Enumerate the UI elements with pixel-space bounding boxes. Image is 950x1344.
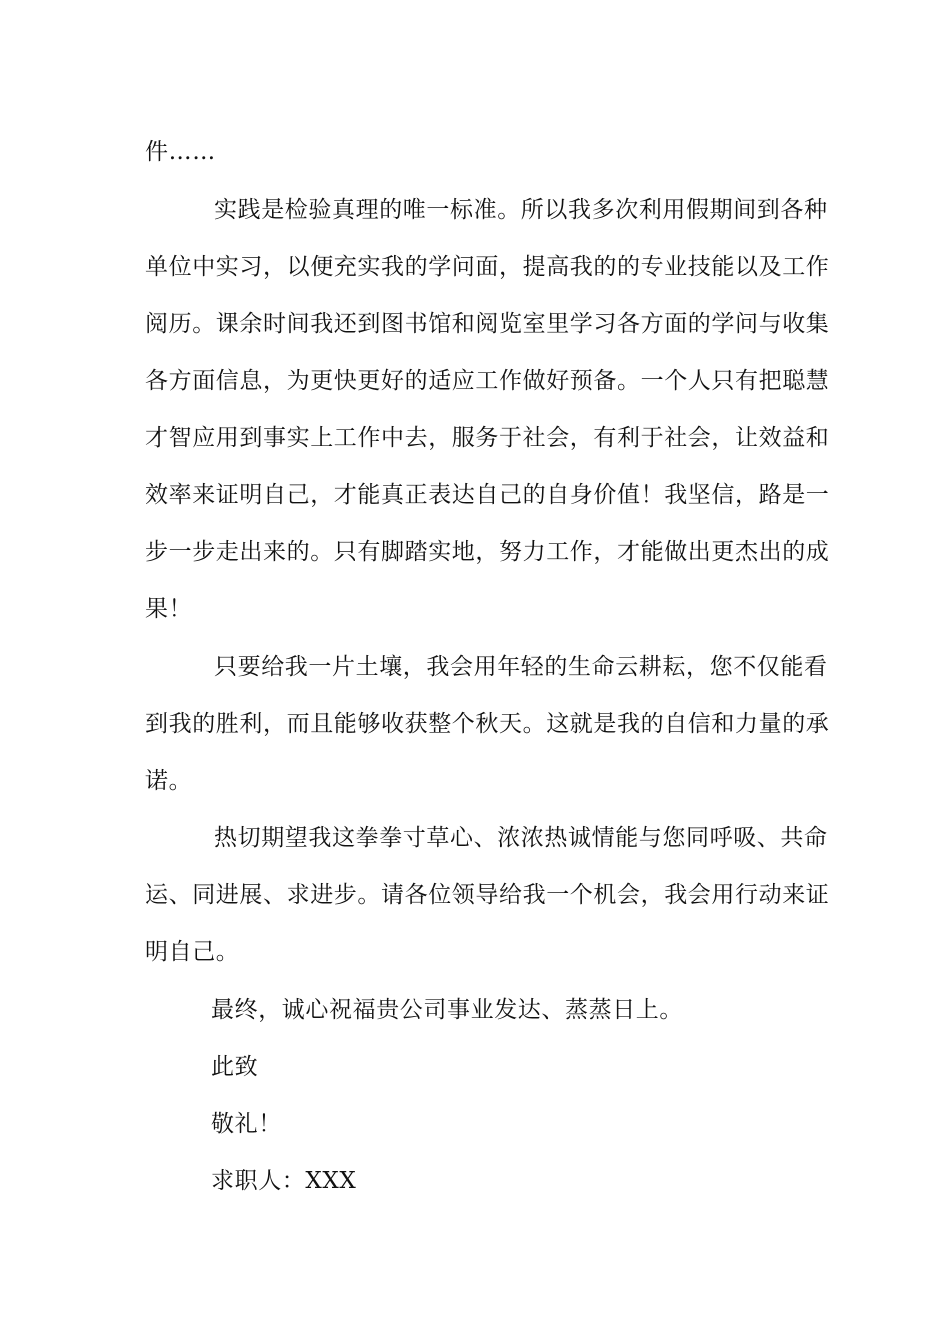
paragraph-hope-line-1: 热切期望我这拳拳寸草心、浓浓热诚情能与您同呼吸、共命 xyxy=(214,825,828,851)
paragraph-practice-line-5: 才智应用到事实上工作中去，服务于社会，有利于社会，让效益和 xyxy=(145,425,830,451)
paragraph-practice-line-1: 实践是检验真理的唯一标准。所以我多次利用假期间到各种 xyxy=(214,197,828,223)
text-line-1: 件…… xyxy=(145,139,216,165)
paragraph-practice-line-8: 果！ xyxy=(145,596,193,622)
paragraph-practice-line-2: 单位中实习，以便充实我的学问面，提高我的的专业技能以及工作 xyxy=(145,254,830,280)
paragraph-soil-line-2: 到我的胜利，而且能够收获整个秋天。这就是我的自信和力量的承 xyxy=(145,711,830,737)
paragraph-practice-line-4: 各方面信息，为更快更好的适应工作做好预备。一个人只有把聪慧 xyxy=(145,368,830,394)
closing-wish: 最终，诚心祝福贵公司事业发达、蒸蒸日上。 xyxy=(211,997,683,1023)
paragraph-practice-line-6: 效率来证明自己，才能真正表达自己的自身价值！我坚信，路是一 xyxy=(145,482,830,508)
paragraph-soil-line-3: 诺。 xyxy=(145,768,193,794)
closing-cizhi: 此致 xyxy=(211,1054,259,1080)
paragraph-practice-line-3: 阅历。课余时间我还到图书馆和阅览室里学习各方面的学问与收集 xyxy=(145,311,830,337)
paragraph-practice-line-7: 步一步走出来的。只有脚踏实地，努力工作，才能做出更杰出的成 xyxy=(145,539,830,565)
paragraph-hope-line-3: 明自己。 xyxy=(145,939,240,965)
paragraph-soil-line-1: 只要给我一片土壤，我会用年轻的生命云耕耘，您不仅能看 xyxy=(214,654,828,680)
applicant-signature: 求职人：XXX xyxy=(211,1168,357,1194)
closing-jingli: 敬礼！ xyxy=(211,1111,282,1137)
paragraph-hope-line-2: 运、同进展、求进步。请各位领导给我一个机会，我会用行动来证 xyxy=(145,882,830,908)
